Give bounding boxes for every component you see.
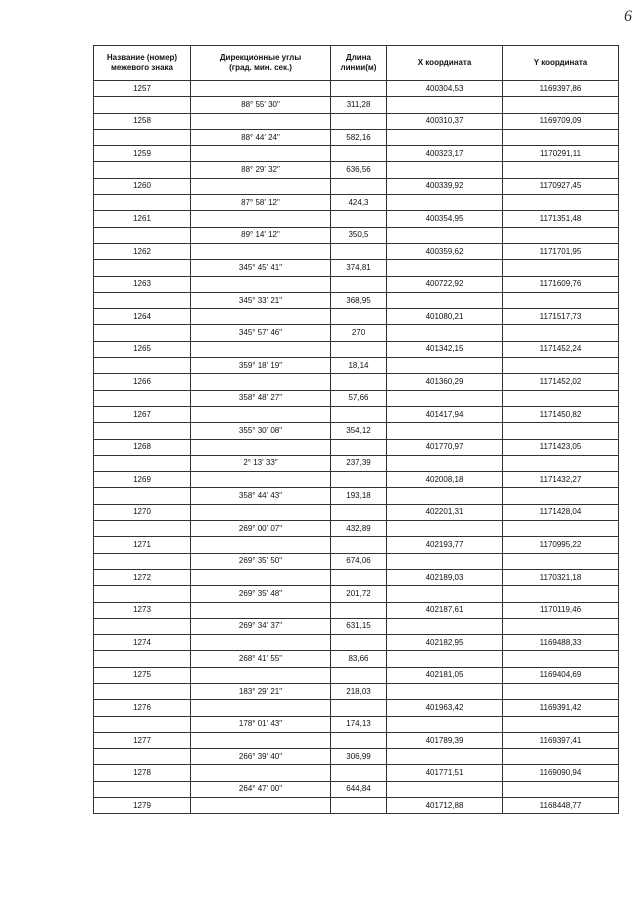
header-direction-angle [191,46,331,81]
empty-angle-cell [191,406,331,422]
empty-name-cell [94,683,191,699]
empty-x-cell [387,195,503,211]
table-row-point [94,569,619,585]
point-y-cell: 1170119,46 [503,602,619,618]
point-y-cell: 1171452,24 [503,341,619,357]
empty-x-cell [387,455,503,471]
segment-angle-cell: 358° 48' 27" [191,390,331,406]
point-y-cell: 1169404,69 [503,667,619,683]
empty-length-cell [331,341,387,357]
point-y-cell: 1170291,11 [503,146,619,162]
segment-length-cell: 582,16 [331,129,387,145]
header-line-length: Длина линии(м) [331,46,387,81]
point-x-cell: 400722,92 [387,276,503,292]
table-row-point [94,113,619,129]
point-name-cell: 1275 [94,667,191,683]
point-x-cell: 401771,51 [387,765,503,781]
point-y-cell: 1171517,73 [503,309,619,325]
empty-length-cell [331,569,387,585]
segment-length-cell: 354,12 [331,423,387,439]
empty-x-cell [387,781,503,797]
empty-length-cell [331,700,387,716]
segment-length-cell: 374,81 [331,260,387,276]
empty-y-cell [503,260,619,276]
empty-name-cell [94,423,191,439]
empty-angle-cell [191,178,331,194]
segment-length-cell: 218,03 [331,683,387,699]
point-name-cell: 1276 [94,700,191,716]
empty-y-cell [503,195,619,211]
empty-angle-cell [191,243,331,259]
point-name-cell: 1269 [94,472,191,488]
header-mark-name [94,46,191,81]
empty-length-cell [331,276,387,292]
header-y-coordinate: Y координата [503,46,619,81]
segment-angle-cell: 87° 58' 12" [191,195,331,211]
empty-angle-cell [191,374,331,390]
point-y-cell: 1171450,82 [503,406,619,422]
segment-angle-cell: 268° 41' 55" [191,651,331,667]
table-row-point [94,211,619,227]
empty-length-cell [331,211,387,227]
point-x-cell: 401360,29 [387,374,503,390]
table-row-segment [94,423,619,439]
table-row-point [94,504,619,520]
point-name-cell: 1259 [94,146,191,162]
table-row-point [94,341,619,357]
empty-x-cell [387,618,503,634]
segment-length-cell: 424,3 [331,195,387,211]
point-y-cell: 1171609,76 [503,276,619,292]
segment-angle-cell: 178° 01' 43" [191,716,331,732]
point-name-cell: 1258 [94,113,191,129]
point-name-cell: 1261 [94,211,191,227]
table-row-point [94,635,619,651]
segment-length-cell: 311,28 [331,97,387,113]
point-x-cell: 401789,39 [387,732,503,748]
segment-angle-cell: 88° 44' 24" [191,129,331,145]
empty-y-cell [503,358,619,374]
segment-length-cell: 368,95 [331,292,387,308]
point-x-cell: 400339,92 [387,178,503,194]
table-row-segment [94,683,619,699]
empty-x-cell [387,553,503,569]
header-x-coordinate: X координата [387,46,503,81]
empty-angle-cell [191,211,331,227]
empty-x-cell [387,292,503,308]
empty-x-cell [387,227,503,243]
point-x-cell: 401417,94 [387,406,503,422]
empty-length-cell [331,406,387,422]
table-row-point [94,178,619,194]
table-row-segment [94,618,619,634]
empty-y-cell [503,618,619,634]
point-name-cell: 1260 [94,178,191,194]
empty-y-cell [503,521,619,537]
point-y-cell: 1168448,77 [503,798,619,814]
segment-length-cell: 18,14 [331,358,387,374]
empty-angle-cell [191,602,331,618]
point-y-cell: 1169397,41 [503,732,619,748]
point-name-cell: 1266 [94,374,191,390]
empty-length-cell [331,243,387,259]
empty-x-cell [387,651,503,667]
point-x-cell: 402193,77 [387,537,503,553]
segment-angle-cell: 359° 18' 19" [191,358,331,374]
empty-y-cell [503,423,619,439]
empty-y-cell [503,97,619,113]
table-header-row [94,46,619,81]
point-x-cell: 401963,42 [387,700,503,716]
empty-length-cell [331,602,387,618]
empty-x-cell [387,97,503,113]
segment-length-cell: 174,13 [331,716,387,732]
point-name-cell: 1277 [94,732,191,748]
table-row-point [94,243,619,259]
segment-angle-cell: 345° 33' 21" [191,292,331,308]
segment-length-cell: 350,5 [331,227,387,243]
point-name-cell: 1257 [94,81,191,97]
point-x-cell: 401080,21 [387,309,503,325]
empty-name-cell [94,586,191,602]
segment-angle-cell: 2° 13' 33" [191,455,331,471]
segment-length-cell: 631,15 [331,618,387,634]
point-x-cell: 400359,62 [387,243,503,259]
empty-name-cell [94,227,191,243]
point-name-cell: 1273 [94,602,191,618]
point-x-cell: 401342,15 [387,341,503,357]
table-row-point [94,146,619,162]
point-name-cell: 1262 [94,243,191,259]
empty-length-cell [331,635,387,651]
empty-y-cell [503,325,619,341]
segment-angle-cell: 264° 47' 00" [191,781,331,797]
table-row-segment [94,749,619,765]
segment-length-cell: 201,72 [331,586,387,602]
table-row-point [94,798,619,814]
empty-angle-cell [191,504,331,520]
empty-length-cell [331,798,387,814]
table-row-segment [94,358,619,374]
empty-x-cell [387,325,503,341]
point-x-cell: 400310,37 [387,113,503,129]
table-row-point [94,732,619,748]
point-x-cell: 402181,05 [387,667,503,683]
empty-x-cell [387,129,503,145]
page-number-mark: 6 [624,8,632,25]
segment-length-cell: 270 [331,325,387,341]
table-row-segment [94,781,619,797]
empty-y-cell [503,227,619,243]
point-y-cell: 1170995,22 [503,537,619,553]
table-row-segment [94,129,619,145]
empty-name-cell [94,618,191,634]
empty-x-cell [387,423,503,439]
point-name-cell: 1268 [94,439,191,455]
empty-x-cell [387,390,503,406]
empty-angle-cell [191,309,331,325]
table-row-segment [94,162,619,178]
empty-y-cell [503,749,619,765]
segment-length-cell: 306,99 [331,749,387,765]
point-name-cell: 1270 [94,504,191,520]
point-y-cell: 1169488,33 [503,635,619,651]
point-x-cell: 400323,17 [387,146,503,162]
segment-length-cell: 57,66 [331,390,387,406]
table-row-segment [94,586,619,602]
segment-length-cell: 193,18 [331,488,387,504]
empty-length-cell [331,537,387,553]
empty-y-cell [503,553,619,569]
empty-name-cell [94,553,191,569]
point-name-cell: 1274 [94,635,191,651]
empty-x-cell [387,488,503,504]
table-row-point [94,374,619,390]
point-x-cell: 401712,88 [387,798,503,814]
table-row-segment [94,651,619,667]
empty-length-cell [331,439,387,455]
point-x-cell: 402008,18 [387,472,503,488]
segment-length-cell: 432,89 [331,521,387,537]
empty-name-cell [94,97,191,113]
point-x-cell: 402187,61 [387,602,503,618]
table-row-segment [94,521,619,537]
empty-name-cell [94,781,191,797]
table-row-segment [94,227,619,243]
segment-angle-cell: 88° 29' 32" [191,162,331,178]
point-y-cell: 1171452,02 [503,374,619,390]
empty-y-cell [503,651,619,667]
empty-angle-cell [191,276,331,292]
point-x-cell: 400304,53 [387,81,503,97]
empty-x-cell [387,586,503,602]
empty-length-cell [331,504,387,520]
segment-angle-cell: 269° 34' 37" [191,618,331,634]
table-body [94,81,619,814]
table-row-point [94,667,619,683]
table-row-point [94,700,619,716]
empty-angle-cell [191,146,331,162]
segment-length-cell: 644,84 [331,781,387,797]
point-name-cell: 1271 [94,537,191,553]
point-name-cell: 1265 [94,341,191,357]
empty-angle-cell [191,537,331,553]
table-row-segment [94,97,619,113]
segment-angle-cell: 345° 45' 41" [191,260,331,276]
empty-x-cell [387,260,503,276]
table-row-segment [94,455,619,471]
empty-name-cell [94,129,191,145]
empty-name-cell [94,651,191,667]
empty-length-cell [331,178,387,194]
segment-angle-cell: 269° 35' 50" [191,553,331,569]
point-y-cell: 1169709,09 [503,113,619,129]
empty-angle-cell [191,700,331,716]
empty-angle-cell [191,113,331,129]
point-name-cell: 1278 [94,765,191,781]
empty-name-cell [94,390,191,406]
table-row-point [94,406,619,422]
empty-name-cell [94,162,191,178]
segment-angle-cell: 345° 57' 46" [191,325,331,341]
empty-angle-cell [191,732,331,748]
empty-name-cell [94,195,191,211]
empty-length-cell [331,113,387,129]
table-row-segment [94,325,619,341]
empty-length-cell [331,732,387,748]
point-y-cell: 1170927,45 [503,178,619,194]
empty-angle-cell [191,765,331,781]
point-y-cell: 1169090,94 [503,765,619,781]
empty-x-cell [387,358,503,374]
empty-angle-cell [191,472,331,488]
empty-y-cell [503,129,619,145]
empty-name-cell [94,521,191,537]
point-name-cell: 1263 [94,276,191,292]
empty-x-cell [387,749,503,765]
empty-y-cell [503,488,619,504]
point-y-cell: 1170321,18 [503,569,619,585]
empty-name-cell [94,358,191,374]
empty-x-cell [387,521,503,537]
empty-name-cell [94,716,191,732]
header-direction-angle-line2: (град. мин. сек.) [229,63,292,72]
segment-angle-cell: 358° 44' 43" [191,488,331,504]
empty-y-cell [503,292,619,308]
point-x-cell: 402182,95 [387,635,503,651]
empty-angle-cell [191,439,331,455]
boundary-coordinates-table [93,45,619,814]
empty-angle-cell [191,798,331,814]
empty-length-cell [331,146,387,162]
table-row-point [94,81,619,97]
point-y-cell: 1171428,04 [503,504,619,520]
header-direction-angle-line1: Дирекционные углы [219,53,302,62]
empty-name-cell [94,325,191,341]
point-y-cell: 1171423,05 [503,439,619,455]
empty-angle-cell [191,81,331,97]
point-y-cell: 1171432,27 [503,472,619,488]
empty-y-cell [503,586,619,602]
segment-angle-cell: 183° 29' 21" [191,683,331,699]
table-row-point [94,472,619,488]
table-row-point [94,765,619,781]
segment-angle-cell: 88° 55' 30" [191,97,331,113]
segment-angle-cell: 355° 30' 08" [191,423,331,439]
table-row-point [94,309,619,325]
header-mark-name-line1: Название (номер) [106,53,178,62]
empty-angle-cell [191,569,331,585]
table-row-segment [94,390,619,406]
segment-angle-cell: 266° 39' 40" [191,749,331,765]
point-y-cell: 1169397,86 [503,81,619,97]
empty-length-cell [331,309,387,325]
table-row-segment [94,488,619,504]
empty-angle-cell [191,341,331,357]
table-row-segment [94,260,619,276]
empty-x-cell [387,162,503,178]
empty-length-cell [331,667,387,683]
point-name-cell: 1264 [94,309,191,325]
segment-length-cell: 237,39 [331,455,387,471]
point-x-cell: 402201,31 [387,504,503,520]
empty-name-cell [94,292,191,308]
table-row-point [94,276,619,292]
point-name-cell: 1272 [94,569,191,585]
header-mark-name-line2: межевого знака [110,63,174,72]
table-row-segment [94,553,619,569]
segment-angle-cell: 269° 35' 48" [191,586,331,602]
segment-length-cell: 674,06 [331,553,387,569]
table-row-point [94,602,619,618]
point-x-cell: 400354,95 [387,211,503,227]
point-x-cell: 401770,97 [387,439,503,455]
point-y-cell: 1171701,95 [503,243,619,259]
point-y-cell: 1171351,48 [503,211,619,227]
empty-length-cell [331,81,387,97]
point-y-cell: 1169391,42 [503,700,619,716]
empty-y-cell [503,162,619,178]
empty-length-cell [331,472,387,488]
segment-length-cell: 636,56 [331,162,387,178]
point-x-cell: 402189,03 [387,569,503,585]
table-row-point [94,439,619,455]
point-name-cell: 1279 [94,798,191,814]
empty-length-cell [331,374,387,390]
empty-name-cell [94,488,191,504]
empty-angle-cell [191,635,331,651]
empty-angle-cell [191,667,331,683]
empty-length-cell [331,765,387,781]
empty-y-cell [503,390,619,406]
table-row-segment [94,716,619,732]
segment-length-cell: 83,66 [331,651,387,667]
point-name-cell: 1267 [94,406,191,422]
table-row-segment [94,195,619,211]
table-row-point [94,537,619,553]
empty-y-cell [503,781,619,797]
empty-y-cell [503,716,619,732]
empty-name-cell [94,749,191,765]
empty-name-cell [94,260,191,276]
empty-name-cell [94,455,191,471]
segment-angle-cell: 89° 14' 12" [191,227,331,243]
empty-x-cell [387,683,503,699]
empty-y-cell [503,455,619,471]
empty-y-cell [503,683,619,699]
empty-x-cell [387,716,503,732]
segment-angle-cell: 269° 00' 07" [191,521,331,537]
table-row-segment [94,292,619,308]
